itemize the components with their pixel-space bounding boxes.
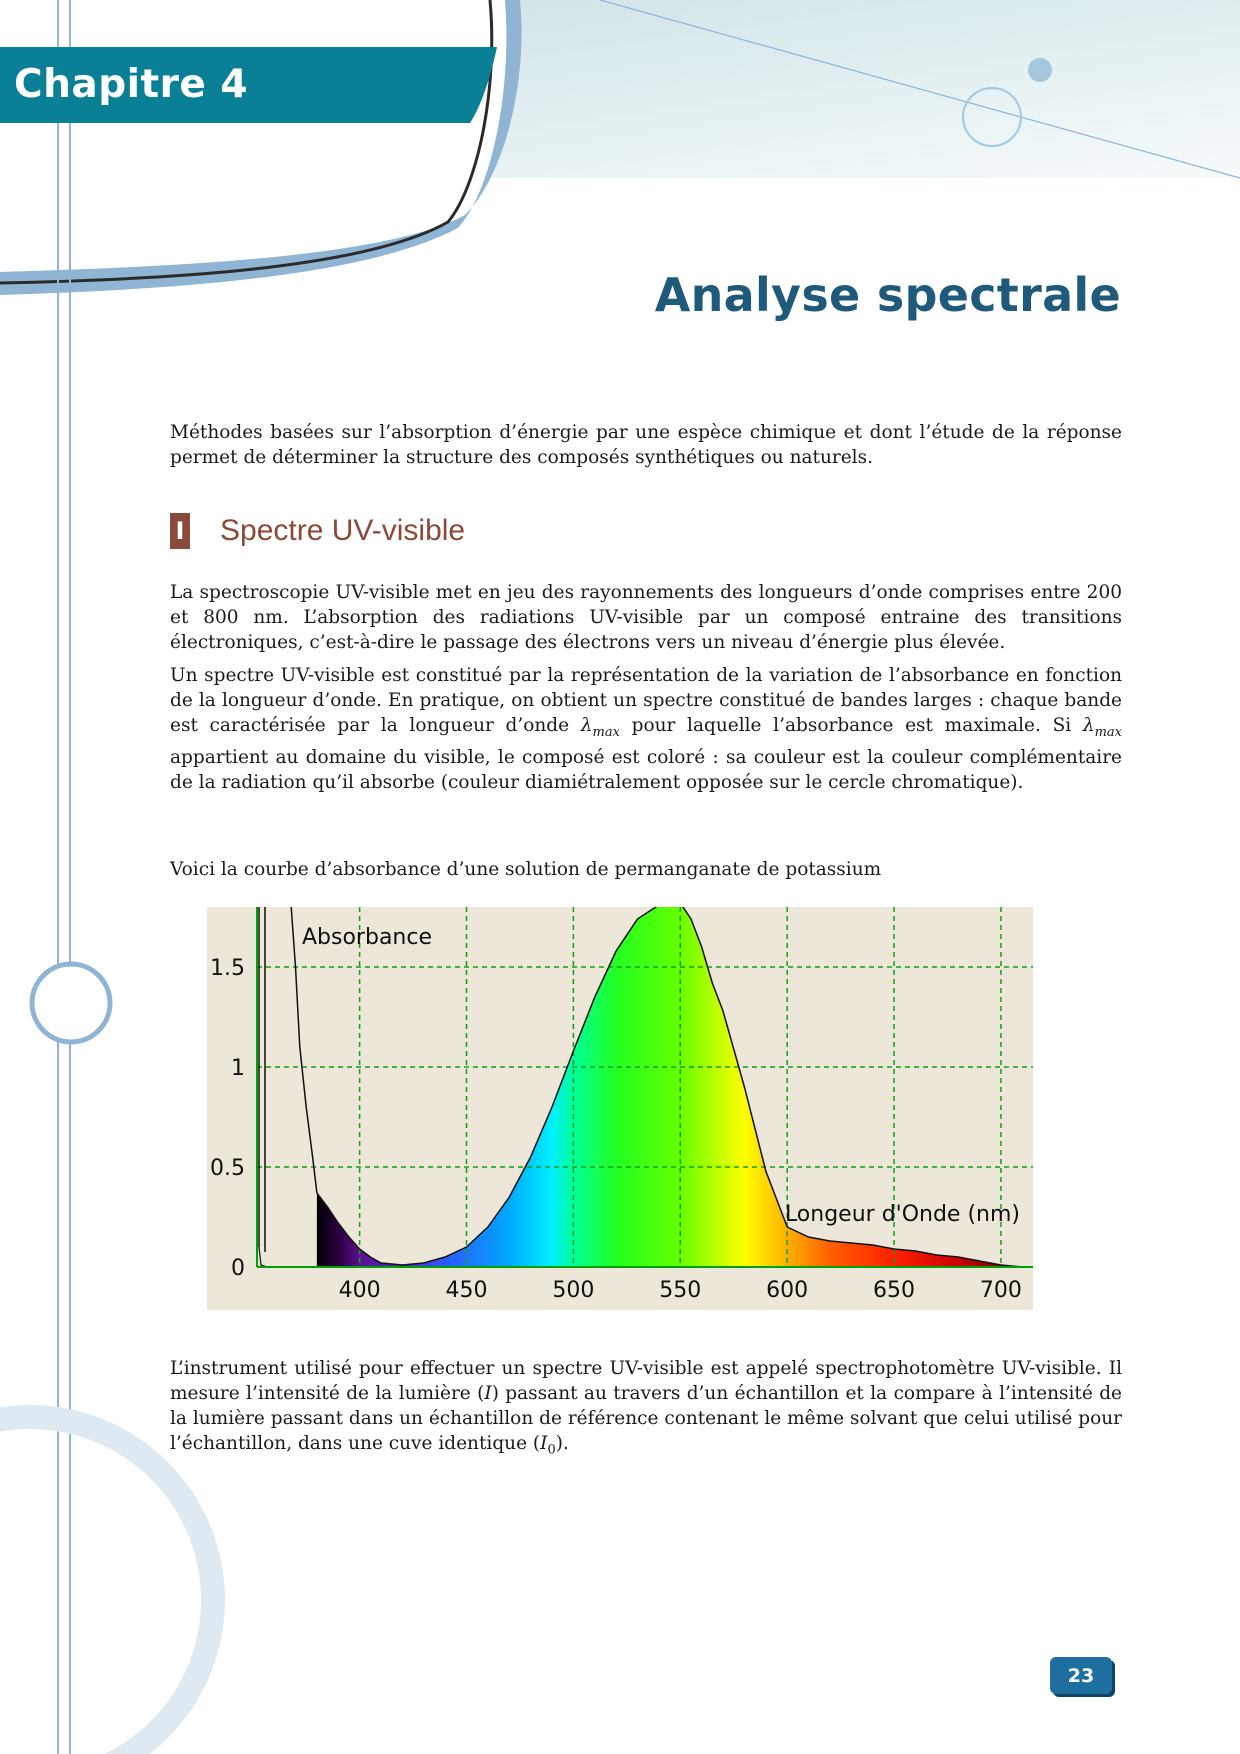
absorbance-chart-svg xyxy=(207,907,1033,1310)
paragraph-spectrum-text-1: Un spectre UV-visible est constitué par la représentation de la variation de l’absorbance en fonction de la longueur d’onde. En pratique, on obtient un spectre constitué de bandes larges : chaque bande est caractérisée par la longueur d’onde xyxy=(170,665,1122,736)
chapter-label: Chapitre 4 xyxy=(14,62,249,107)
section-heading xyxy=(170,512,465,550)
lambda-symbol: λ xyxy=(1082,715,1095,736)
page-title: Analyse spectrale xyxy=(654,268,1121,322)
intensity-symbol: I xyxy=(484,1383,492,1404)
x-tick-label: 650 xyxy=(873,1278,916,1303)
lambda-subscript: max xyxy=(1094,724,1122,740)
reference-intensity-symbol: I xyxy=(540,1433,548,1454)
deco-dot-top xyxy=(1028,58,1052,82)
y-tick-label: 0.5 xyxy=(210,1156,245,1181)
paragraph-instrument-text-1: L’instrument utilisé pour effectuer un spectre UV-visible est appelé spectrophotomètre UV-visible. Il mesure l’intensité de la lumière ( xyxy=(170,1358,1122,1404)
y-tick-label: 1.5 xyxy=(210,956,245,981)
y-axis-title: Absorbance xyxy=(302,925,433,950)
paragraph-spectroscopy: La spectroscopie UV-visible met en jeu des rayonnements des longueurs d’onde comprises entre 200 et 800 nm. L’absorption des radiations UV-visible par un composé entraine des transitions électroniques, c’est-à-dire le passage des électrons vers un niveau d’énergie plus élevée. xyxy=(170,582,1122,653)
section-title: Spectre UV-visible xyxy=(220,514,466,547)
paragraph-instrument-text-3: ). xyxy=(555,1433,569,1454)
reference-intensity-subscript: 0 xyxy=(547,1442,556,1458)
intro-paragraph: Méthodes basées sur l’absorption d’énergie par une espèce chimique et dont l’étude de la réponse permet de déterminer la structure des composés synthétiques ou naturels. xyxy=(170,422,1122,468)
y-tick-label: 1 xyxy=(231,1056,245,1081)
x-axis-title: Longeur d'Onde (nm) xyxy=(784,1202,1020,1227)
x-tick-label: 500 xyxy=(552,1278,595,1303)
y-tick-label: 0 xyxy=(231,1256,245,1281)
deco-circle-left xyxy=(32,964,110,1042)
lambda-symbol: λ xyxy=(580,715,593,736)
x-tick-label: 600 xyxy=(766,1278,809,1303)
x-tick-label: 700 xyxy=(979,1278,1022,1303)
page-number: 23 xyxy=(1050,1657,1112,1694)
x-tick-label: 550 xyxy=(659,1278,702,1303)
paragraph-instrument xyxy=(170,1356,1122,1463)
paragraph-spectrum xyxy=(170,663,1122,795)
paragraph-spectrum-text-2: pour laquelle l’absorbance est maximale. Si xyxy=(619,715,1083,736)
lambda-subscript: max xyxy=(592,724,620,740)
deco-ring-bottom xyxy=(0,1417,213,1754)
section-number: I xyxy=(170,513,190,549)
chart-caption: Voici la courbe d’absorbance d’une solution de permanganate de potassium xyxy=(170,859,882,880)
paragraph-instrument-text-2: ) passant au travers d’un échantillon et la compare à l’intensité de la lumière passant dans un échantillon de référence contenant le même solvant que celui utilisé pour l’échantillon, dans une cuve identique ( xyxy=(170,1383,1122,1454)
absorbance-chart xyxy=(207,907,1033,1314)
x-tick-label: 400 xyxy=(338,1278,381,1303)
x-tick-label: 450 xyxy=(445,1278,488,1303)
paragraph-spectrum-text-3: appartient au domaine du visible, le composé est coloré : sa couleur est la couleur complémentaire de la radiation qu’il absorbe (couleur diamiétralement opposée sur le cercle chromatique). xyxy=(170,746,1122,793)
